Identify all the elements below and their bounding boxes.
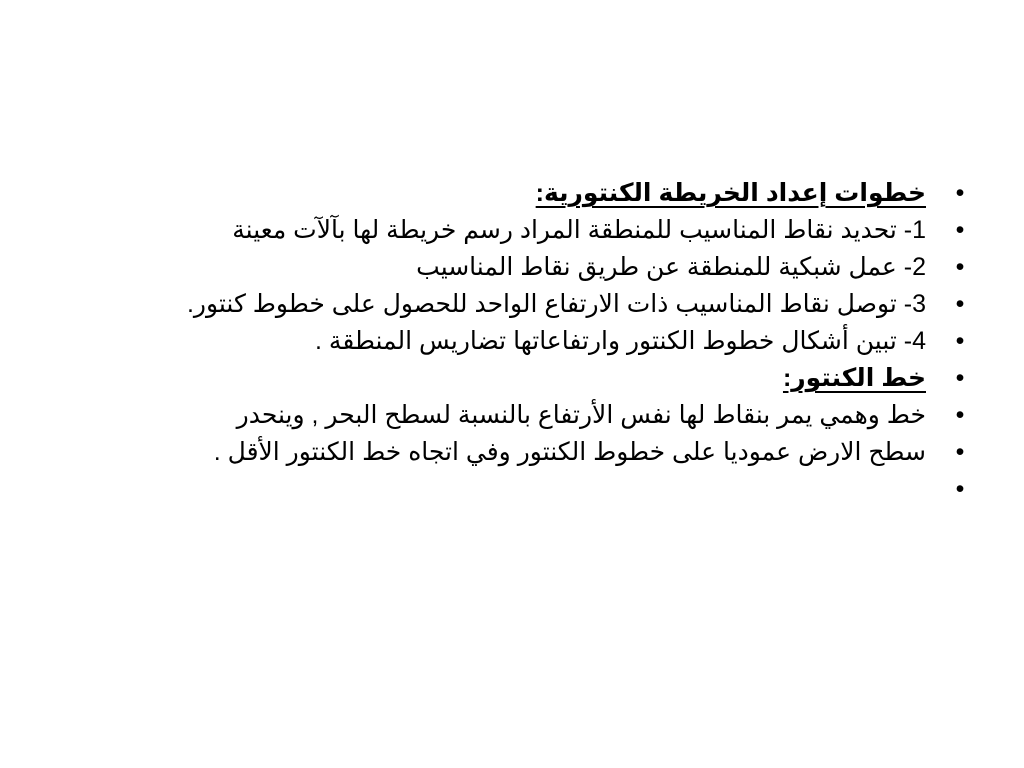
bullet-dot-icon: •: [955, 475, 965, 503]
definition-line-1: خط وهمي يمر بنقاط لها نفس الأرتفاع بالنسبة لسطح البحر , وينحدر: [236, 401, 926, 429]
list-item-step-1: [80, 215, 970, 246]
list-item-heading-steps: [80, 178, 970, 209]
bullet-dot-icon: •: [955, 327, 965, 355]
step-3-text: 3- توصل نقاط المناسيب ذات الارتفاع الواحد للحصول على خطوط كنتور.: [186, 290, 926, 318]
list-item-definition-2: [80, 437, 970, 468]
bullet-dot-icon: •: [955, 216, 965, 244]
bullet-dot-icon: •: [955, 253, 965, 281]
list-item-step-2: [80, 252, 970, 283]
list-item-step-3: [80, 289, 970, 320]
bullet-dot-icon: •: [955, 401, 965, 429]
heading-steps: خطوات إعداد الخريطة الكنتورية:: [535, 179, 926, 207]
bullet-dot-icon: •: [955, 179, 965, 207]
step-4-text: 4- تبين أشكال خطوط الكنتور وارتفاعاتها تضاريس المنطقة .: [315, 327, 926, 355]
list-item-definition-1: [80, 400, 970, 431]
list-item-step-4: [80, 326, 970, 357]
list-item-heading-contour-line: [80, 363, 970, 394]
heading-contour-line: خط الكنتور:: [782, 364, 926, 392]
step-1-text: 1- تحديد نقاط المناسيب للمنطقة المراد رسم خريطة لها بآلآت معينة: [232, 216, 926, 244]
list-item-empty: [80, 474, 970, 505]
bullet-dot-icon: •: [955, 438, 965, 466]
bullet-dot-icon: •: [955, 290, 965, 318]
step-2-text: 2- عمل شبكية للمنطقة عن طريق نقاط المناسيب: [416, 253, 926, 281]
bullet-list: [80, 178, 970, 511]
definition-line-2: سطح الارض عموديا على خطوط الكنتور وفي اتجاه خط الكنتور الأقل .: [213, 438, 926, 466]
bullet-dot-icon: •: [955, 364, 965, 392]
